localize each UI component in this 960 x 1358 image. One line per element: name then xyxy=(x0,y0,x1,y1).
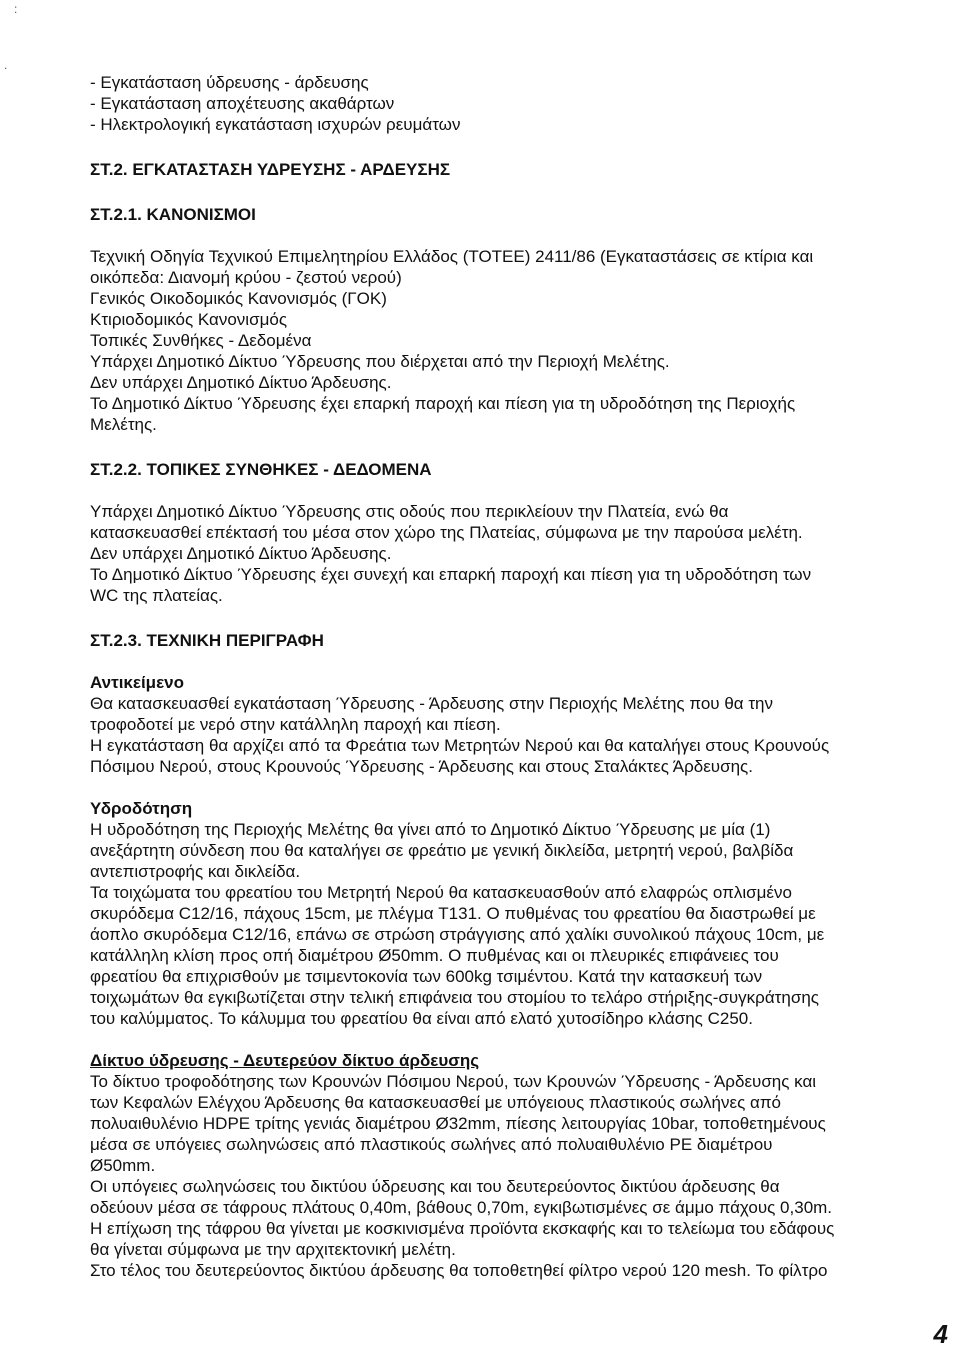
paragraph-line: Οι υπόγειες σωληνώσεις του δικτύου ύδρευσης και του δευτερεύοντος δικτύου άρδευσης θα xyxy=(90,1177,780,1196)
intro-list xyxy=(90,72,920,135)
paragraph-line: σκυρόδεμα C12/16, πάχους 15cm, με πλέγμα T131. Ο πυθμένας του φρεατίου θα διαστρωθεί με xyxy=(90,904,816,923)
subheading-antikeimeno: Αντικείμενο xyxy=(90,673,184,692)
paragraph-line: οικόπεδα: Διανομή κρύου - ζεστού νερού) xyxy=(90,268,402,287)
paragraph-line: Στο τέλος του δευτερεύοντος δικτύου άρδευσης θα τοποθετηθεί φίλτρο νερού 120 mesh. Το φίλτρο xyxy=(90,1261,828,1280)
paragraph-line: Δεν υπάρχει Δημοτικό Δίκτυο Άρδευσης. xyxy=(90,544,392,563)
paragraph-line: WC της πλατείας. xyxy=(90,586,223,605)
ydrodotisi-block xyxy=(90,819,920,1029)
regulations-block xyxy=(90,246,920,435)
paragraph-line: θα γίνεται σύμφωνα με την αρχιτεκτονική μελέτη. xyxy=(90,1240,456,1259)
paragraph-line: τοιχωμάτων θα εγκιβωτίζεται στην τελική επιφάνεια του στομίου το τελάρο στήριξης-συγκράτησης xyxy=(90,988,819,1007)
section-heading-st2: ΣΤ.2. ΕΓΚΑΤΑΣΤΑΣΗ ΥΔΡΕΥΣΗΣ - ΑΡΔΕΥΣΗΣ xyxy=(90,160,451,179)
paragraph-line: Γενικός Οικοδομικός Κανονισμός (ΓΟΚ) xyxy=(90,289,387,308)
paragraph-line: Υπάρχει Δημοτικό Δίκτυο Ύδρευσης που διέρχεται από την Περιοχή Μελέτης. xyxy=(90,352,670,371)
paragraph-line: Θα κατασκευασθεί εγκατάσταση Ύδρευσης - Άρδευσης στην Περιοχής Μελέτης που θα την xyxy=(90,694,773,713)
subheading-ydrodotisi: Υδροδότηση xyxy=(90,799,193,818)
paragraph-line: άοπλο σκυρόδεμα C12/16, επάνω σε στρώση στράγγισης από χαλίκι συνολικού πάχους 10cm, με xyxy=(90,925,825,944)
paragraph-line: Η επίχωση της τάφρου θα γίνεται με κοσκινισμένα προϊόντα εκσκαφής και το τελείωμα του εδάφους xyxy=(90,1219,835,1238)
list-item: - Εγκατάσταση αποχέτευσης ακαθάρτων xyxy=(90,94,395,113)
paragraph-line: Ø50mm. xyxy=(90,1156,156,1175)
scan-mark-top: : xyxy=(14,2,18,16)
paragraph-line: Πόσιμου Νερού, στους Κρουνούς Ύδρευσης - Άρδευσης και στους Σταλάκτες Άρδευσης. xyxy=(90,757,753,776)
paragraph-line: μέσα σε υπόγειες σωληνώσεις από πλαστικούς σωλήνες από πολυαιθυλένιο PE διαμέτρου xyxy=(90,1135,773,1154)
paragraph-line: Δεν υπάρχει Δημοτικό Δίκτυο Άρδευσης. xyxy=(90,373,392,392)
document-page xyxy=(90,72,920,1281)
paragraph-line: Το Δημοτικό Δίκτυο Ύδρευσης έχει συνεχή και επαρκή παροχή και πίεση για τη υδροδότηση των xyxy=(90,565,812,584)
paragraph-line: Τεχνική Οδηγία Τεχνικού Επιμελητηρίου Ελλάδος (ΤΟΤΕΕ) 2411/86 (Εγκαταστάσεις σε κτίρια και xyxy=(90,247,814,266)
section-heading-st21: ΣΤ.2.1. ΚΑΝΟΝΙΣΜΟΙ xyxy=(90,205,256,224)
page-number: 4 xyxy=(933,1319,948,1349)
paragraph-line: τροφοδοτεί με νερό στην κατάλληλη παροχή και πίεση. xyxy=(90,715,501,734)
paragraph-line: Το Δημοτικό Δίκτυο Ύδρευσης έχει επαρκή παροχή και πίεση για τη υδροδότηση της Περιοχής xyxy=(90,394,796,413)
paragraph-line: οδεύουν μέσα σε τάφρους πλάτους 0,40m, βάθους 0,70m, εγκιβωτισμένες σε άμμο πάχους 0,30m. xyxy=(90,1198,833,1217)
paragraph-line: Η υδροδότηση της Περιοχής Μελέτης θα γίνει από το Δημοτικό Δίκτυο Ύδρευσης με μία (1) xyxy=(90,820,771,839)
paragraph-line: ανεξάρτητη σύνδεση που θα καταλήγει σε φρεάτιο με γενική δικλείδα, μετρητή νερού, βαλβίδα xyxy=(90,841,794,860)
paragraph-line: των Κεφαλών Ελέγχου Άρδευσης θα κατασκευασθεί με υπόγειους πλαστικούς σωλήνες από xyxy=(90,1093,782,1112)
paragraph-line: πολυαιθυλένιο HDPE τρίτης γενιάς διαμέτρου Ø32mm, πίεσης λειτουργίας 10bar, τοποθετημένους xyxy=(90,1114,826,1133)
paragraph-line: κατασκευασθεί επέκτασή του μέσα στον χώρο της Πλατείας, σύμφωνα με την παρούσα μελέτη. xyxy=(90,523,803,542)
antikeimeno-block xyxy=(90,693,920,777)
diktyo-block xyxy=(90,1071,920,1281)
paragraph-line: Τοπικές Συνθήκες - Δεδομένα xyxy=(90,331,312,350)
paragraph-line: φρεατίου θα επιχρισθούν με τσιμεντοκονία των 600kg τσιμέντου. Κατά την κατασκευή των xyxy=(90,967,763,986)
section-heading-st22: ΣΤ.2.2. ΤΟΠΙΚΕΣ ΣΥΝΘΗΚΕΣ - ΔΕΔΟΜΕΝΑ xyxy=(90,460,432,479)
paragraph-line: Μελέτης. xyxy=(90,415,157,434)
paragraph-line: Τα τοιχώματα του φρεατίου του Μετρητή Νερού θα κατασκευασθούν από ελαφρώς οπλισμένο xyxy=(90,883,792,902)
list-item: - Ηλεκτρολογική εγκατάσταση ισχυρών ρευμάτων xyxy=(90,115,461,134)
list-item: - Εγκατάσταση ύδρευσης - άρδευσης xyxy=(90,73,369,92)
paragraph-line: Υπάρχει Δημοτικό Δίκτυο Ύδρευσης στις οδούς που περικλείουν την Πλατεία, ενώ θα xyxy=(90,502,729,521)
scan-mark-side: . xyxy=(4,58,8,72)
paragraph-line: Η εγκατάσταση θα αρχίζει από τα Φρεάτια των Μετρητών Νερού και θα καταλήγει στους Κρουνούς xyxy=(90,736,830,755)
local-conditions-block xyxy=(90,501,920,606)
paragraph-line: του καλύμματος. Το κάλυμμα του φρεατίου θα είναι από ελατό χυτοσίδηρο κλάσης C250. xyxy=(90,1009,753,1028)
paragraph-line: Το δίκτυο τροφοδότησης των Κρουνών Πόσιμου Νερού, των Κρουνών Ύδρευσης - Άρδευσης και xyxy=(90,1072,817,1091)
section-heading-st23: ΣΤ.2.3. ΤΕΧΝΙΚΗ ΠΕΡΙΓΡΑΦΗ xyxy=(90,631,324,650)
paragraph-line: αντεπιστροφής και δικλείδα. xyxy=(90,862,301,881)
subheading-diktyo: Δίκτυο ύδρευσης - Δευτερεύον δίκτυο άρδευσης xyxy=(90,1051,480,1070)
paragraph-line: Κτιριοδομικός Κανονισμός xyxy=(90,310,288,329)
paragraph-line: κατάλληλη κλίση προς οπή διαμέτρου Ø50mm. Ο πυθμένας και οι πλευρικές επιφάνειες του xyxy=(90,946,779,965)
